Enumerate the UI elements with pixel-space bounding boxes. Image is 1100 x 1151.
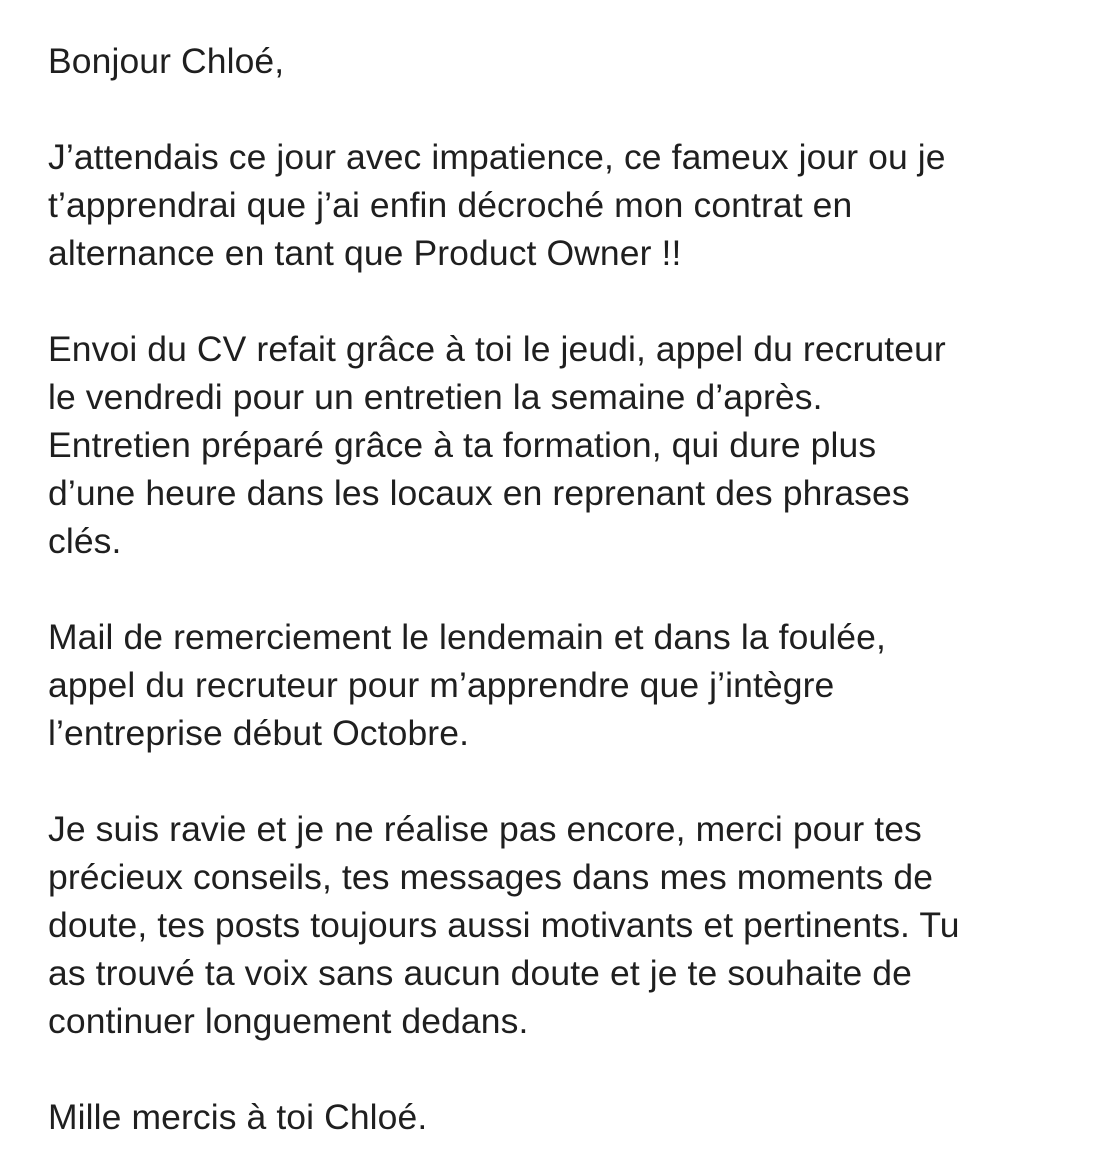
paragraph-line: continuer longuement dedans. [48, 1001, 529, 1041]
paragraph-process [48, 325, 1060, 565]
closing-line: Mille mercis à toi Chloé. [48, 1097, 428, 1137]
paragraph-line: alternance en tant que Product Owner !! [48, 233, 682, 273]
paragraph-gap [48, 757, 1060, 805]
paragraph-gap [48, 565, 1060, 613]
paragraph-line: as trouvé ta voix sans aucun doute et je te souhaite de [48, 953, 912, 993]
paragraph-line: Je suis ravie et je ne réalise pas encore, merci pour tes [48, 809, 922, 849]
paragraph-line: J’attendais ce jour avec impatience, ce fameux jour ou je [48, 137, 946, 177]
paragraph-line: appel du recruteur pour m’apprendre que j’intègre [48, 665, 835, 705]
paragraph-thanks [48, 805, 1060, 1045]
paragraph-line: le vendredi pour un entretien la semaine d’après. [48, 377, 823, 417]
paragraph-line: l’entreprise début Octobre. [48, 713, 470, 753]
paragraph-gap [48, 1045, 1060, 1093]
paragraph-line: précieux conseils, tes messages dans mes moments de [48, 857, 934, 897]
paragraph-line: Envoi du CV refait grâce à toi le jeudi, appel du recruteur [48, 329, 946, 369]
paragraph-line: clés. [48, 521, 122, 561]
paragraph-gap [48, 85, 1060, 133]
paragraph-line: Entretien préparé grâce à ta formation, qui dure plus [48, 425, 877, 465]
greeting-line: Bonjour Chloé, [48, 41, 285, 81]
paragraph-announcement [48, 133, 1060, 277]
paragraph-line: d’une heure dans les locaux en reprenant des phrases [48, 473, 910, 513]
paragraph-line: doute, tes posts toujours aussi motivants et pertinents. Tu [48, 905, 960, 945]
closing [48, 1093, 1060, 1141]
greeting [48, 37, 1060, 85]
paragraph-outcome [48, 613, 1060, 757]
paragraph-line: Mail de remerciement le lendemain et dans la foulée, [48, 617, 886, 657]
paragraph-line: t’apprendrai que j’ai enfin décroché mon contrat en [48, 185, 853, 225]
paragraph-gap [48, 277, 1060, 325]
